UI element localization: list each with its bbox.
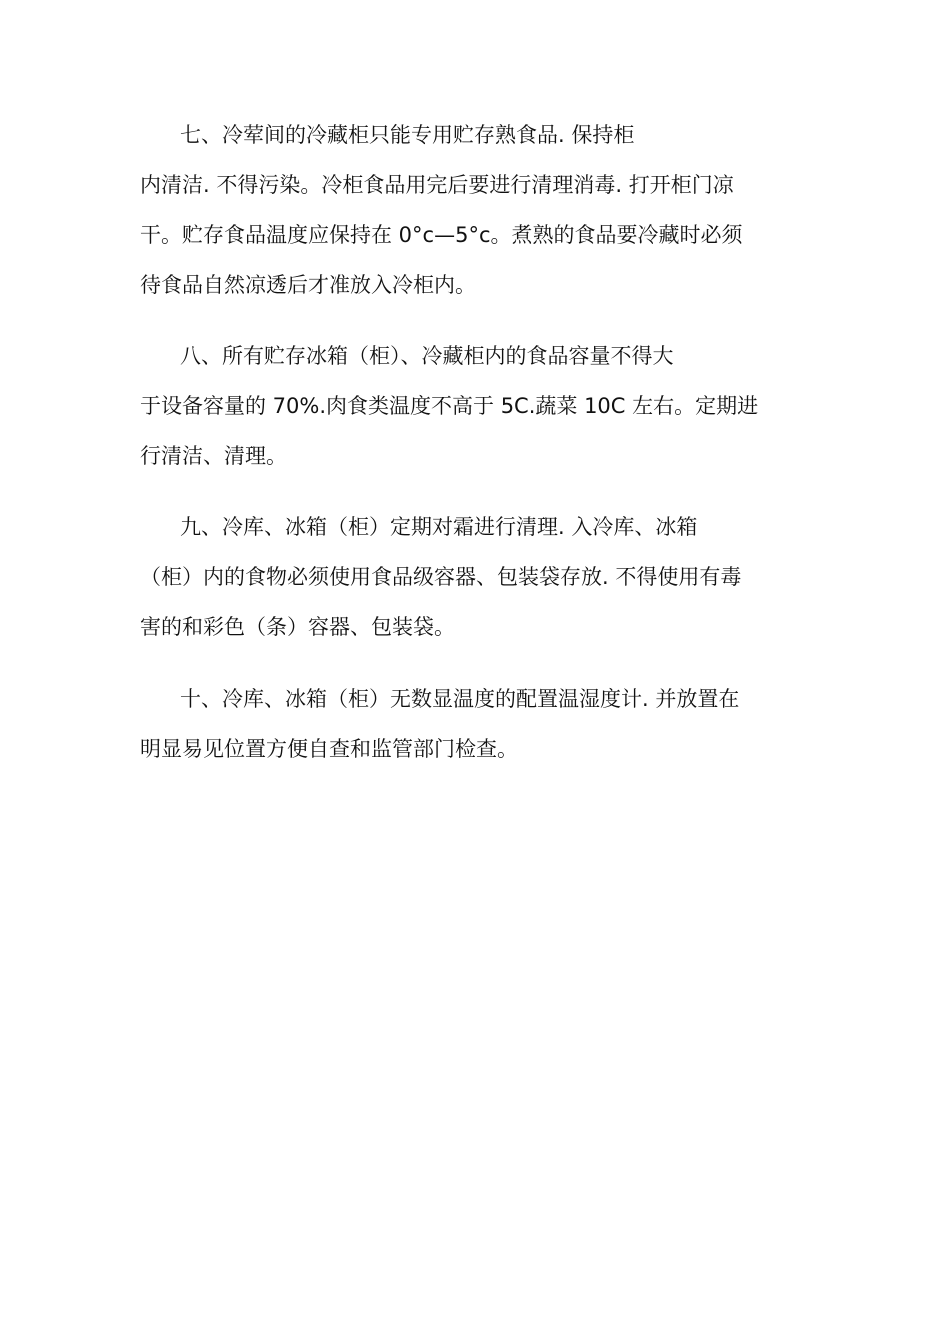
paragraph-line: 行清洁、清理。 xyxy=(140,444,287,468)
paragraph-line: 于设备容量的 70%.肉食类温度不高于 5C.蔬菜 10C 左右。定期进 xyxy=(140,394,759,418)
paragraph-line: 干。贮存食品温度应保持在 0°c—5°c。煮熟的食品要冷藏时必须 xyxy=(140,223,743,247)
paragraph-line: 待食品自然凉透后才准放入冷柜内。 xyxy=(140,273,476,297)
paragraph-7 xyxy=(140,110,820,310)
paragraph-8 xyxy=(140,331,820,481)
paragraph-9 xyxy=(140,502,820,652)
paragraph-line: 九、冷库、冰箱（柜）定期对霜进行清理. 入冷库、冰箱 xyxy=(180,515,698,539)
paragraph-line: 害的和彩色（条）容器、包装袋。 xyxy=(140,615,455,639)
paragraph-line: 八、所有贮存冰箱（柜）、冷藏柜内的食品容量不得大 xyxy=(180,344,674,368)
paragraph-line: 内清洁. 不得污染。冷柜食品用完后要进行清理消毒. 打开柜门凉 xyxy=(140,173,734,197)
paragraph-10 xyxy=(140,674,820,774)
paragraph-line: 明显易见位置方便自查和监管部门检查。 xyxy=(140,737,518,761)
paragraph-line: （柜）内的食物必须使用食品级容器、包装袋存放. 不得使用有毒 xyxy=(140,565,742,589)
paragraph-line: 七、冷荤间的冷藏柜只能专用贮存熟食品. 保持柜 xyxy=(180,123,635,147)
paragraph-line: 十、冷库、冰箱（柜）无数显温度的配置温湿度计. 并放置在 xyxy=(180,687,740,711)
